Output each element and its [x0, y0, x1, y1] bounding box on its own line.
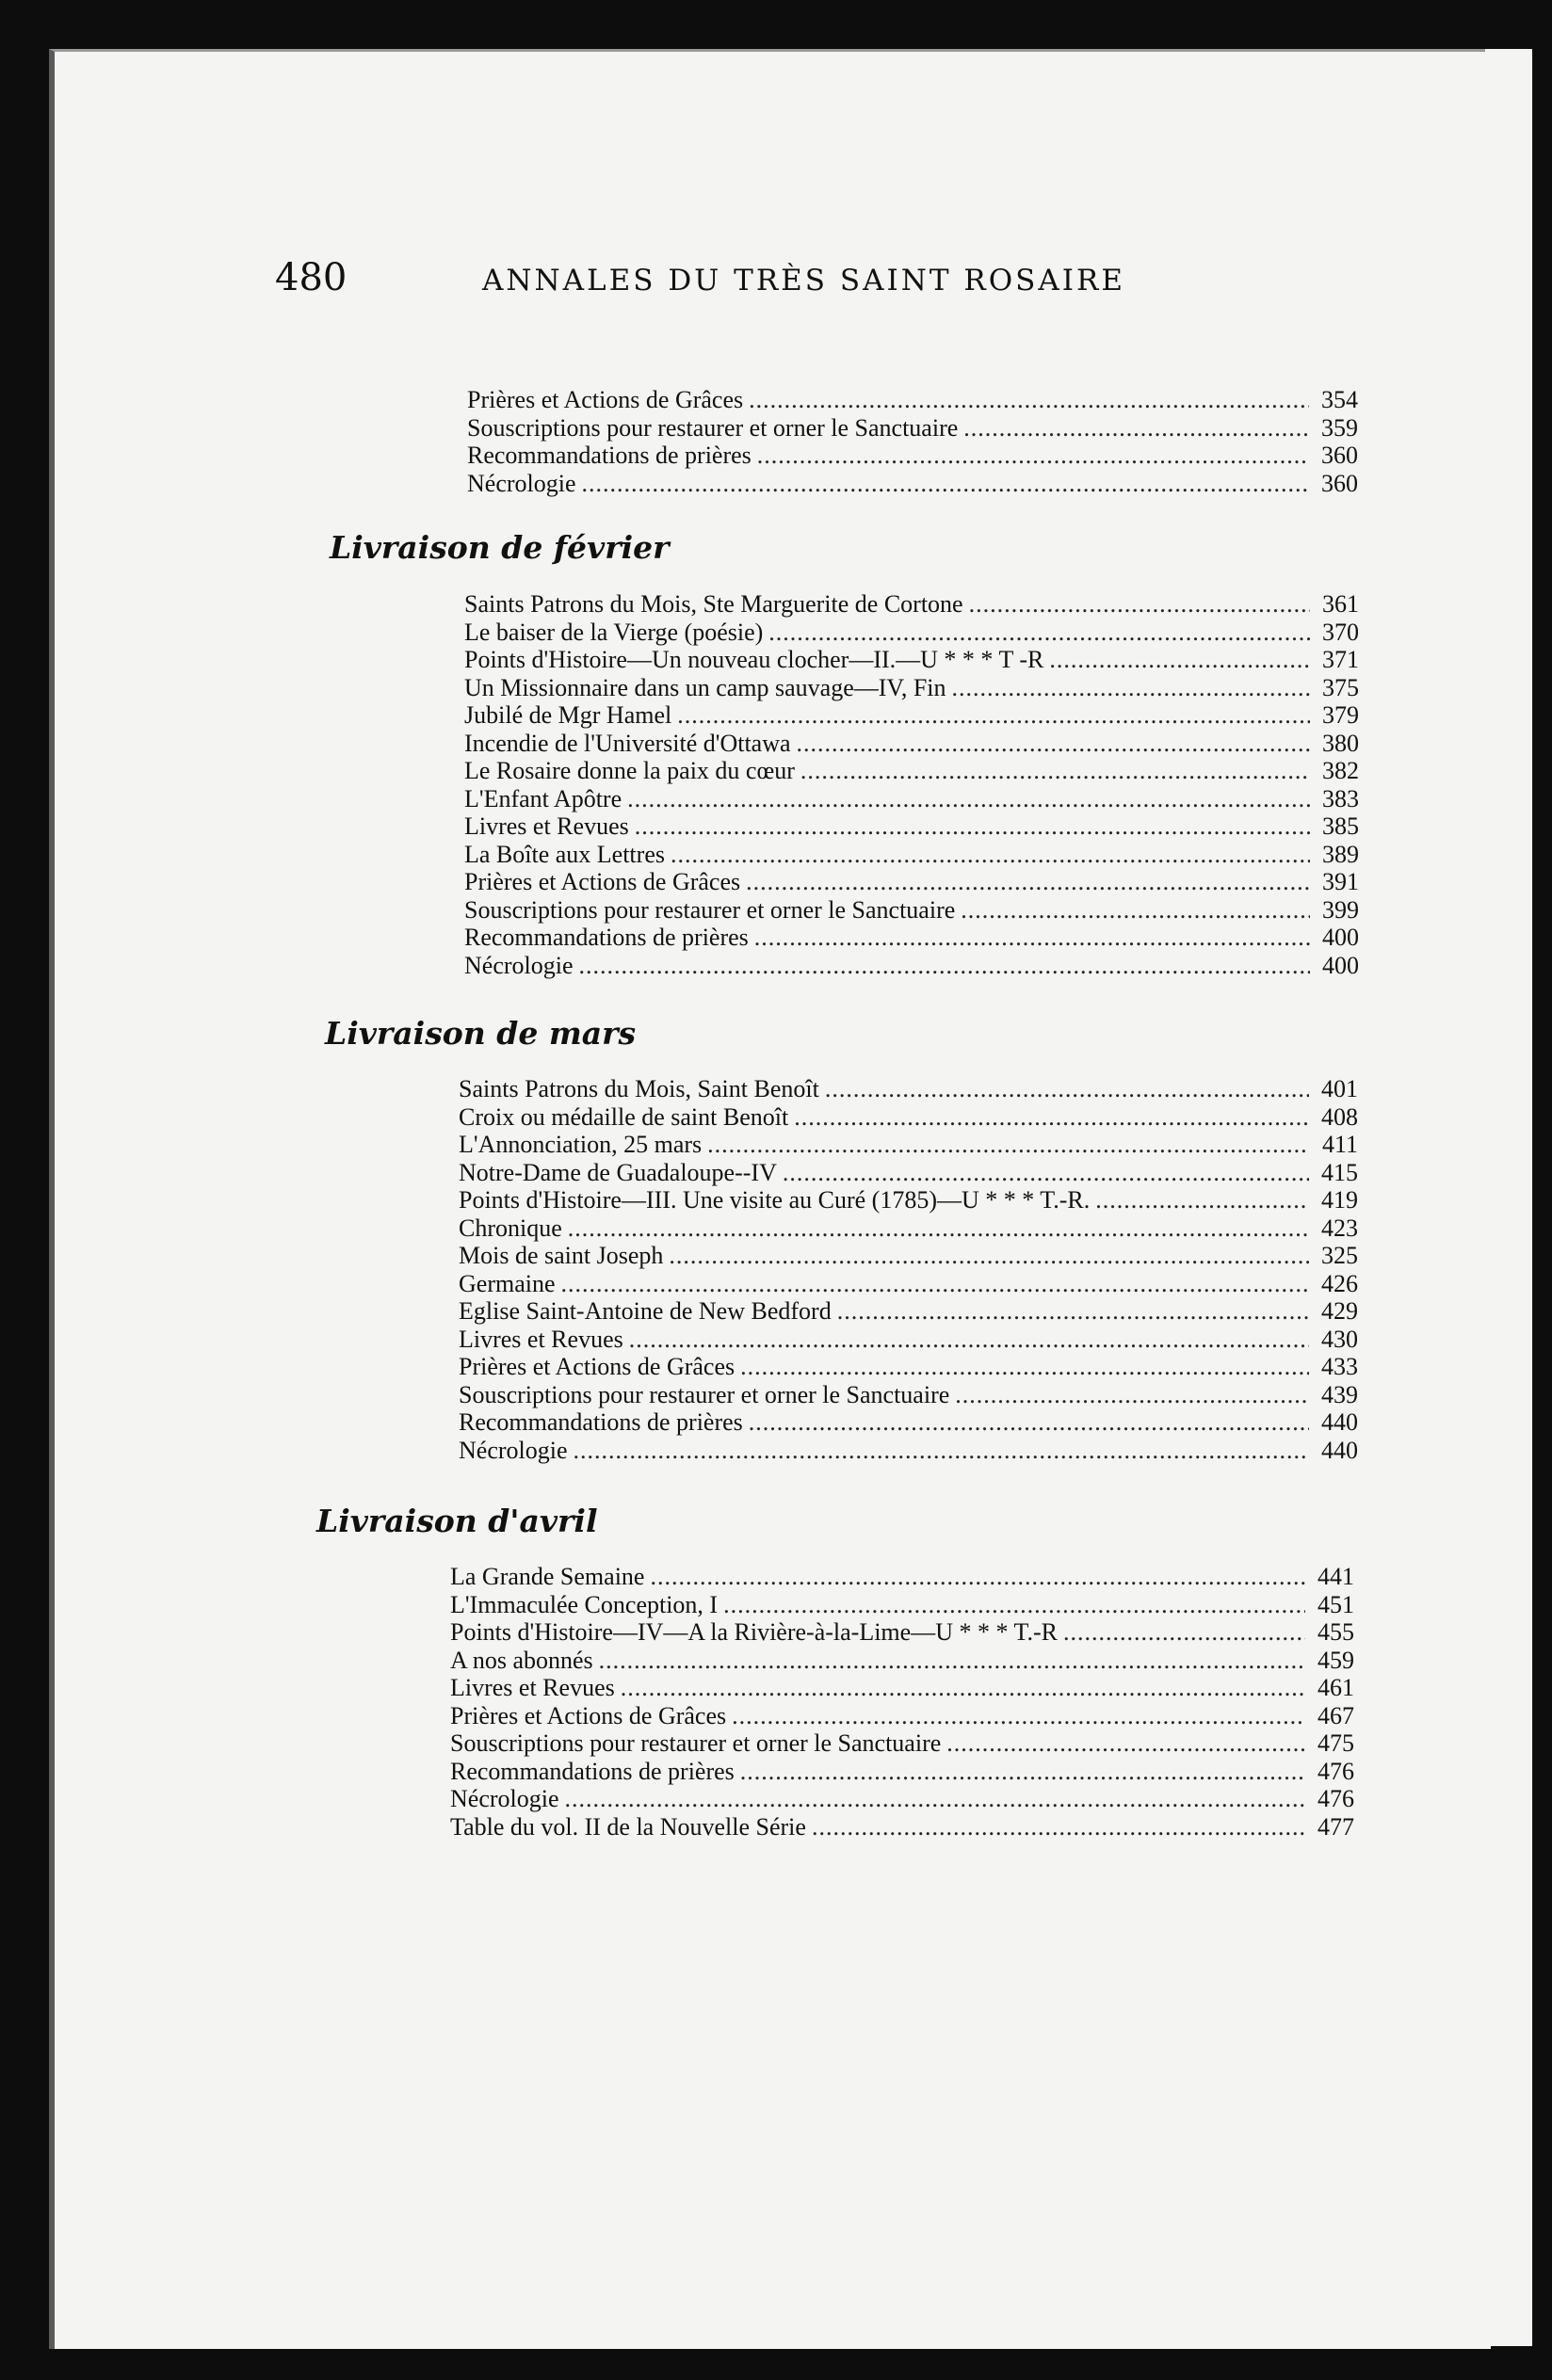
toc-entry-title: Livres et Revues [450, 1674, 615, 1701]
toc-entry-title: Points d'Histoire—Un nouveau clocher—II.—U * * * T -R [464, 646, 1044, 673]
toc-entry-page: 461 [1318, 1674, 1354, 1701]
dot-leader [579, 952, 1310, 980]
toc-entry-title: Livres et Revues [464, 812, 629, 840]
toc-entry [467, 442, 1358, 470]
toc-entry-page: 371 [1322, 646, 1359, 673]
toc-entry [464, 619, 1359, 647]
toc-entry [464, 674, 1359, 702]
dot-leader [754, 924, 1310, 952]
toc-entry-title: Prières et Actions de Grâces [464, 868, 741, 895]
dot-leader [629, 1326, 1309, 1354]
toc-entry [464, 785, 1359, 813]
toc-entry [450, 1758, 1354, 1786]
toc-entry-title: Notre-Dame de Guadaloupe--IV [459, 1158, 777, 1186]
toc-entry [459, 1242, 1358, 1270]
toc-entry-title: Le Rosaire donne la paix du cœur [464, 757, 795, 784]
dot-leader [707, 1131, 1309, 1159]
toc-entry-page: 325 [1321, 1242, 1358, 1269]
dot-leader [740, 1758, 1305, 1786]
facing-page-edge [1485, 49, 1532, 2346]
section-heading-mars: Livraison de mars [325, 1015, 637, 1052]
dot-leader [783, 1159, 1309, 1187]
toc-entry-title: La Grande Semaine [450, 1563, 645, 1590]
toc-entry-page: 361 [1322, 590, 1359, 618]
toc-entry-title: Le baiser de la Vierge (poésie) [464, 618, 764, 646]
toc-entry-title: A nos abonnés [450, 1646, 593, 1674]
toc-entry-page: 370 [1322, 618, 1359, 646]
toc-entry-title: Points d'Histoire—III. Une visite au Curé (1785)—U * * * T.-R. [459, 1186, 1091, 1214]
toc-entry [459, 1408, 1358, 1437]
page-header [275, 256, 1217, 313]
toc-entry-title: La Boîte aux Lettres [464, 840, 665, 868]
toc-entry-page: 400 [1322, 951, 1359, 979]
toc-entry [464, 757, 1359, 785]
toc-entry [459, 1381, 1358, 1409]
toc-entry-title: Livres et Revues [459, 1325, 623, 1353]
toc-entry [459, 1103, 1358, 1132]
toc-entry-title: Chronique [459, 1214, 562, 1242]
toc-entry-title: Nécrologie [464, 951, 574, 979]
dot-leader [740, 1353, 1309, 1381]
toc-list-continuation [467, 386, 1358, 497]
dot-leader [768, 619, 1310, 647]
dot-leader [969, 590, 1310, 619]
dot-leader [1049, 646, 1310, 674]
dot-leader [582, 470, 1309, 498]
dot-leader [635, 812, 1310, 841]
toc-entry-title: Points d'Histoire—IV—A la Rivière-à-la-Lime—U * * * T.-R [450, 1618, 1058, 1646]
toc-entry [450, 1674, 1354, 1702]
toc-entry-title: Souscriptions pour restaurer et orner le Sanctuaire [459, 1380, 950, 1408]
dot-leader [757, 442, 1309, 470]
dot-leader [837, 1297, 1309, 1326]
toc-entry [459, 1214, 1358, 1243]
toc-entry-title: Saints Patrons du Mois, Saint Benoît [459, 1075, 819, 1102]
toc-entry-title: Saints Patrons du Mois, Ste Marguerite de Cortone [464, 590, 963, 618]
dot-leader [677, 701, 1310, 730]
toc-entry [450, 1618, 1354, 1647]
dot-leader [732, 1702, 1305, 1730]
toc-entry-page: 400 [1322, 924, 1359, 951]
toc-entry [464, 924, 1359, 952]
toc-entry-title: L'Immaculée Conception, I [450, 1590, 719, 1618]
dot-leader [946, 1729, 1305, 1758]
toc-list-mars [459, 1075, 1358, 1464]
toc-entry [459, 1437, 1358, 1465]
toc-entry-page: 459 [1318, 1646, 1354, 1674]
toc-entry-title: Recommandations de prières [464, 924, 749, 951]
toc-entry-page: 441 [1318, 1563, 1354, 1590]
dot-leader [723, 1591, 1305, 1619]
toc-entry-page: 433 [1321, 1353, 1358, 1380]
page-number: 480 [275, 256, 348, 299]
toc-entry [467, 386, 1358, 414]
toc-entry-title: Eglise Saint-Antoine de New Bedford [459, 1297, 832, 1325]
toc-entry [467, 414, 1358, 442]
toc-entry [464, 952, 1359, 980]
dot-leader [952, 674, 1310, 702]
toc-entry-title: Un Missionnaire dans un camp sauvage—IV, Fin [464, 673, 946, 701]
toc-entry-title: Recommandations de prières [467, 442, 752, 469]
toc-entry-title: L'Enfant Apôtre [464, 784, 622, 812]
toc-entry-page: 391 [1322, 868, 1359, 895]
toc-list-fevrier [464, 590, 1359, 979]
toc-entry [464, 590, 1359, 619]
toc-entry-title: Recommandations de prières [450, 1757, 735, 1785]
toc-entry [459, 1131, 1358, 1159]
toc-entry [464, 646, 1359, 674]
dot-leader [812, 1813, 1305, 1841]
toc-entry [467, 470, 1358, 498]
toc-entry-page: 399 [1322, 895, 1359, 924]
dot-leader [1095, 1186, 1309, 1214]
toc-entry-page: 401 [1321, 1075, 1358, 1102]
toc-entry-page: 419 [1321, 1186, 1358, 1214]
toc-entry [464, 868, 1359, 896]
dot-leader [1063, 1618, 1305, 1647]
toc-list-avril [450, 1563, 1354, 1841]
toc-entry-page: 415 [1321, 1158, 1358, 1186]
toc-entry-page: 440 [1321, 1408, 1358, 1436]
dot-leader [650, 1563, 1305, 1591]
toc-entry-page: 408 [1321, 1102, 1358, 1131]
toc-entry-title: Jubilé de Mgr Hamel [464, 701, 672, 729]
dot-leader [574, 1437, 1309, 1465]
toc-entry-page: 354 [1321, 386, 1358, 413]
toc-entry [450, 1813, 1354, 1841]
dot-leader [561, 1270, 1309, 1298]
toc-entry-page: 451 [1318, 1590, 1354, 1618]
toc-entry-page: 359 [1321, 413, 1358, 442]
toc-entry [450, 1563, 1354, 1591]
toc-entry-page: 375 [1322, 673, 1359, 701]
toc-entry-page: 430 [1321, 1325, 1358, 1353]
toc-entry [459, 1186, 1358, 1214]
dot-leader [800, 757, 1310, 785]
toc-entry-title: Germaine [459, 1269, 556, 1297]
toc-entry-title: Croix ou médaille de saint Benoît [459, 1102, 789, 1131]
dot-leader [599, 1647, 1305, 1675]
dot-leader [963, 414, 1309, 442]
toc-entry-page: 455 [1318, 1618, 1354, 1646]
dot-leader [627, 785, 1310, 813]
toc-entry-title: Table du vol. II de la Nouvelle Série [450, 1812, 806, 1841]
toc-entry-title: Mois de saint Joseph [459, 1242, 664, 1269]
section-heading-avril: Livraison d'avril [316, 1503, 598, 1539]
dot-leader [749, 1408, 1309, 1437]
toc-entry [450, 1785, 1354, 1813]
toc-entry-page: 423 [1321, 1214, 1358, 1242]
toc-entry-page: 382 [1322, 757, 1359, 784]
toc-entry-title: Nécrologie [467, 469, 576, 497]
toc-entry-page: 429 [1321, 1297, 1358, 1325]
toc-entry-title: Souscriptions pour restaurer et orner le Sanctuaire [450, 1729, 942, 1757]
toc-entry [464, 701, 1359, 730]
toc-entry [459, 1159, 1358, 1187]
dot-leader [961, 896, 1310, 925]
toc-entry [450, 1647, 1354, 1675]
toc-entry-page: 389 [1322, 840, 1359, 868]
toc-entry-title: L'Annonciation, 25 mars [459, 1131, 703, 1158]
toc-entry-title: Prières et Actions de Grâces [450, 1701, 727, 1729]
dot-leader [794, 1103, 1309, 1132]
toc-entry-page: 360 [1321, 469, 1358, 497]
toc-entry [450, 1702, 1354, 1730]
toc-entry-page: 477 [1318, 1812, 1354, 1841]
toc-entry-title: Souscriptions pour restaurer et orner le Sanctuaire [467, 413, 959, 442]
dot-leader [568, 1214, 1309, 1243]
toc-entry-title: Prières et Actions de Grâces [459, 1353, 736, 1380]
dot-leader [825, 1075, 1309, 1103]
toc-entry [459, 1297, 1358, 1326]
toc-entry-title: Nécrologie [459, 1436, 568, 1464]
toc-entry [464, 896, 1359, 925]
toc-entry-page: 383 [1322, 784, 1359, 812]
dot-leader [565, 1785, 1305, 1813]
toc-entry-title: Incendie de l'Université d'Ottawa [464, 729, 791, 757]
toc-entry [459, 1326, 1358, 1354]
toc-entry-title: Nécrologie [450, 1785, 559, 1812]
toc-entry-page: 440 [1321, 1436, 1358, 1464]
toc-entry-page: 426 [1321, 1269, 1358, 1297]
toc-entry [459, 1270, 1358, 1298]
toc-entry-page: 475 [1318, 1729, 1354, 1757]
toc-entry-title: Recommandations de prières [459, 1408, 743, 1436]
toc-entry-page: 380 [1322, 729, 1359, 757]
toc-entry-page: 439 [1321, 1380, 1358, 1408]
toc-entry [459, 1353, 1358, 1381]
toc-entry-title: Prières et Actions de Grâces [467, 386, 744, 413]
toc-entry-title: Souscriptions pour restaurer et orner le Sanctuaire [464, 895, 956, 924]
section-heading-fevrier: Livraison de février [330, 529, 670, 566]
toc-entry [464, 841, 1359, 869]
dot-leader [671, 841, 1310, 869]
dot-leader [746, 868, 1310, 896]
toc-entry [450, 1729, 1354, 1758]
toc-entry-page: 385 [1322, 812, 1359, 840]
toc-entry-page: 476 [1318, 1757, 1354, 1785]
dot-leader [669, 1242, 1309, 1270]
dot-leader [621, 1674, 1305, 1702]
running-title: ANNALES DU TRÈS SAINT ROSAIRE [482, 264, 1126, 298]
dot-leader [797, 730, 1310, 758]
toc-entry-page: 379 [1322, 701, 1359, 729]
toc-entry-page: 360 [1321, 442, 1358, 469]
toc-entry [464, 812, 1359, 841]
toc-entry-page: 467 [1318, 1701, 1354, 1729]
toc-entry [459, 1075, 1358, 1103]
toc-entry [464, 730, 1359, 758]
dot-leader [749, 386, 1309, 414]
toc-entry-page: 411 [1321, 1131, 1358, 1158]
toc-entry [450, 1591, 1354, 1619]
dot-leader [955, 1381, 1309, 1409]
toc-entry-page: 476 [1318, 1785, 1354, 1812]
